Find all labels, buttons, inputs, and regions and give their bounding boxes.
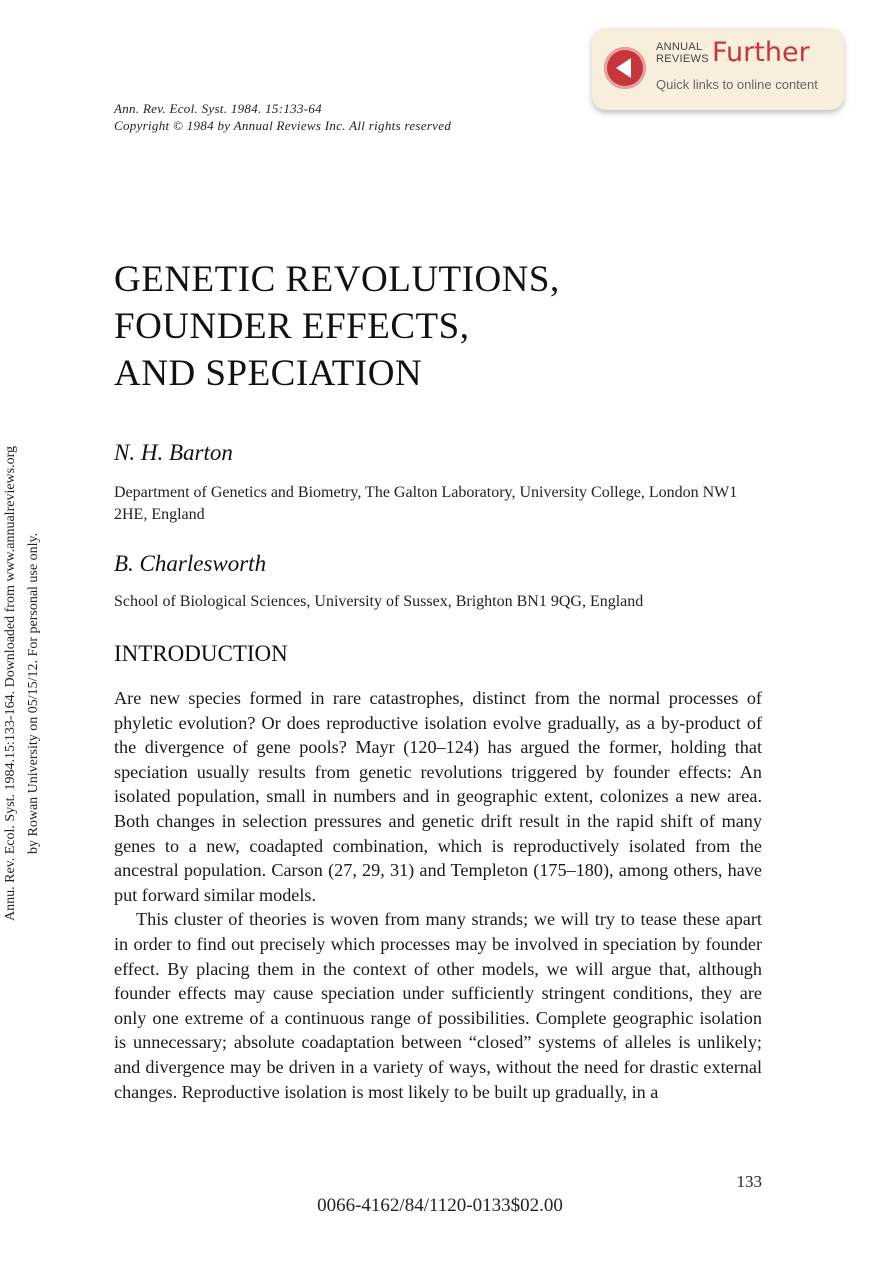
title-line-2: FOUNDER EFFECTS, bbox=[114, 306, 470, 347]
citation-line-1: Ann. Rev. Ecol. Syst. 1984. 15:133-64 bbox=[114, 101, 322, 116]
download-sidebar bbox=[0, 0, 60, 1276]
badge-annual-label: ANNUAL bbox=[656, 41, 703, 53]
body-text bbox=[114, 686, 762, 1104]
paragraph: This cluster of theories is woven from many strands; we will try to tease these apart in order to find out precisely which processes may be involved in speciation by founder effect. By placing them in the context of other models, we will argue that, although founder effects may cause speciation under sufficiently stringent conditions, they are only one extreme of a continuous range of possibilities. Complete geographic isolation is unnecessary; absolute coadaptation between “closed” systems of alleles is unlikely; and divergence may be driven in a variety of ways, without the need for drastic external changes. Reproductive isolation is most likely to be built up gradually, in a bbox=[114, 909, 762, 1102]
page-number: 133 bbox=[736, 1172, 762, 1191]
badge-reviews-label: REVIEWS bbox=[656, 53, 709, 65]
author-affiliation: Department of Genetics and Biometry, The Galton Laboratory, University College, London NW1 2HE, England bbox=[114, 484, 738, 523]
article-code: 0066-4162/84/1120-0133$02.00 bbox=[317, 1195, 563, 1216]
further-badge[interactable] bbox=[592, 28, 844, 110]
author-affiliation: School of Biological Sciences, University of Sussex, Brighton BN1 9QG, England bbox=[114, 593, 644, 610]
title-line-1: GENETIC REVOLUTIONS, bbox=[114, 259, 560, 300]
paragraph: Are new species formed in rare catastrophes, distinct from the normal processes of phyletic evolution? Or does reproductive isolation evolve gradually, as a by-product of the divergence of gene pools? Mayr (120–124) has argued the former, holding that speciation usually results from genetic revolutions triggered by founder effects: An isolated population, small in numbers and in geographic extent, colonizes a new area. Both changes in selection pressures and genetic drift result in the rapid shift of many genes to a new, coadapted combination, which is reproductively isolated from the ancestral population. Carson (27, 29, 31) and Templeton (175–180), among others, have put forward similar models. bbox=[114, 688, 762, 905]
author-name: N. H. Barton bbox=[114, 440, 233, 465]
sidebar-line-1: Annu. Rev. Ecol. Syst. 1984.15:133-164. Downloaded from www.annualreviews.org bbox=[3, 445, 18, 921]
sidebar-line-2: by Rowan University on 05/15/12. For personal use only. bbox=[26, 532, 41, 854]
badge-further-label: Further bbox=[712, 37, 810, 68]
article-title bbox=[114, 256, 560, 397]
journal-citation bbox=[114, 100, 451, 134]
title-line-3: AND SPECIATION bbox=[114, 353, 423, 394]
citation-line-2: Copyright © 1984 by Annual Reviews Inc. All rights reserved bbox=[114, 118, 452, 133]
play-back-icon bbox=[604, 47, 646, 89]
badge-quick-links[interactable]: Quick links to online content bbox=[656, 77, 818, 92]
section-heading: INTRODUCTION bbox=[114, 641, 288, 666]
author-name: B. Charlesworth bbox=[114, 551, 267, 576]
